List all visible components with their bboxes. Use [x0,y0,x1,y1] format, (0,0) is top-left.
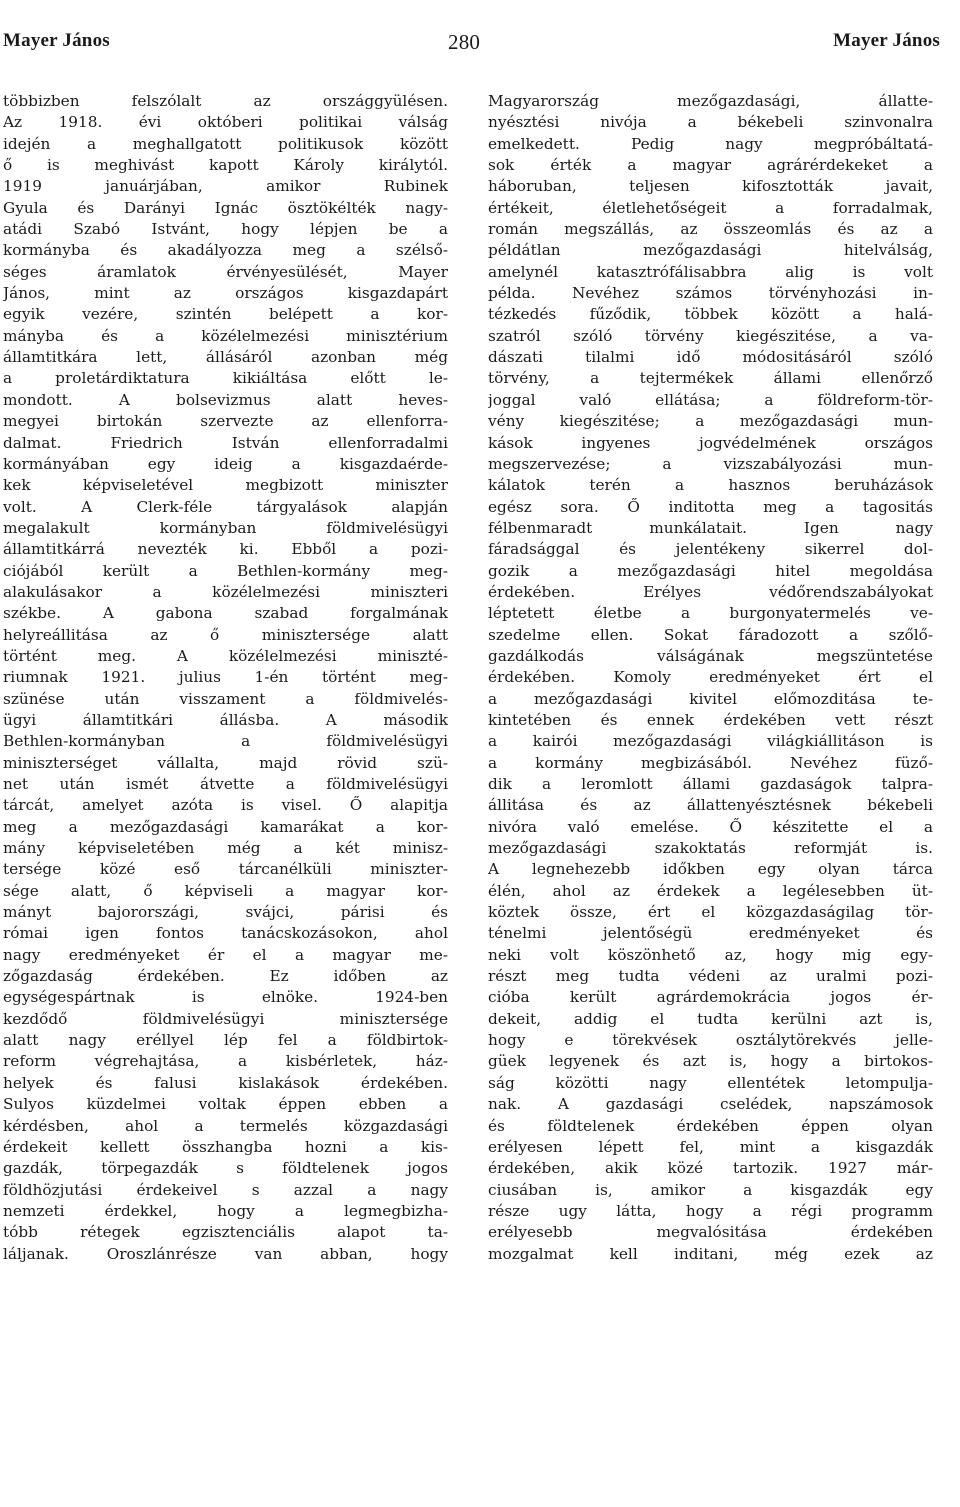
text-line: láljanak. Oroszlánrésze van abban, hogy [3,1244,448,1263]
text-line: félbenmaradt munkálatait. Igen nagy [488,518,933,537]
text-line: történt meg. A közélelmezési miniszté- [3,646,448,665]
text-line: a mezőgazdasági kivitel előmozditása te- [488,689,933,708]
text-line: a proletárdiktatura kikiáltása előtt le- [3,369,448,388]
text-line: dászati tilalmi idő módositásáról szóló [488,348,933,367]
text-line: atádi Szabó Istvánt, hogy lépjen be a [3,220,448,239]
text-line: meg a mezőgazdasági kamarákat a kor- [3,817,448,836]
text-line: részt meg tudta védeni az uralmi pozi- [488,967,933,986]
text-line: vény kiegészitése; a mezőgazdasági mun- [488,412,933,431]
text-line: Bethlen-kormányban a földmivelésügyi [3,732,448,751]
text-line: tóbb rétegek egzisztenciális alapot ta- [3,1223,448,1242]
text-line: miniszterséget vállalta, majd rövid szü- [3,753,448,772]
text-line: sok érték a magyar agrárérdekeket a [488,156,933,175]
text-line: példátlan mezőgazdasági hitelválság, [488,241,933,260]
text-line: net után ismét átvette a földmivelésügyi [3,775,448,793]
text-line: ciusában is, amikor a kisgazdák egy [488,1180,933,1199]
text-line: érdekében, akik közé tartozik. 1927 már- [488,1159,933,1178]
text-line: mányt bajorországi, svájci, párisi és [3,903,448,922]
text-line: kezdődő földmivelésügyi minisztersége [3,1009,448,1028]
text-line: helyek és falusi kislakások érdekében. [3,1073,448,1092]
text-line: élén, ahol az érdekek a legélesebben üt- [488,881,933,900]
text-line: köztek össze, ért el közgazdaságilag tör- [488,903,933,922]
text-line: hogy e törekvések osztálytörekvés jelle- [488,1031,933,1050]
text-line: dalmat. Friedrich István ellenforradalmi [3,433,448,452]
text-line: cióba került agrárdemokrácia jogos ér- [488,988,933,1007]
text-line: gazdák, törpegazdák s földtelenek jogos [3,1159,448,1178]
text-line: ügyi államtitkári állásba. A második [3,710,448,729]
text-line: ciójából került a Bethlen-kormány meg- [3,561,448,580]
text-line: megszervezése; a vizszabályozási mun- [488,454,933,473]
text-line: volt. A Clerk-féle tárgyalások alapján [3,497,448,516]
text-line: érdekében. Erélyes védőrendszabályokat [488,582,933,601]
text-line: erélyesebb megvalósitása érdekében [488,1223,933,1242]
text-line: reform végrehajtása, a kisbérletek, ház- [3,1052,448,1071]
text-line: Magyarország mezőgazdasági, állatte- [488,92,933,110]
text-line: János, mint az országos kisgazdapárt [3,284,448,303]
text-line: tézkedés fűződik, többek között a halá- [488,305,933,324]
text-line: Sulyos küzdelmei voltak éppen ebben a [3,1095,448,1114]
text-line: háboruban, teljesen kifosztották javait, [488,177,933,196]
text-line: szünése után visszament a földmivelés- [3,689,448,708]
text-line: idején a meghallgatott politikusok között [3,134,448,153]
text-line: kormányában egy ideig a kisgazdaérde- [3,454,448,473]
text-line: nak. A gazdasági cselédek, napszámosok [488,1095,933,1114]
text-line: riumnak 1921. julius 1-én történt meg- [3,668,448,687]
text-line: állitása és az állattenyésztésnek békebeli [488,796,933,815]
text-line: dekeit, addig el tudta kerülni azt is, [488,1009,933,1028]
text-line: amelynél katasztrófálisabbra alig is volt [488,262,933,281]
text-line: székbe. A gabona szabad forgalmának [3,604,448,623]
text-line: érdekében. Komoly eredményeket ért el [488,668,933,687]
text-line: alakulásakor a közélelmezési miniszteri [3,582,448,601]
page-number: 280 [448,30,481,54]
text-line: szatról szóló törvény kiegészitése, a va- [488,326,933,345]
text-line: része ugy látta, hogy a régi programm [488,1201,933,1220]
text-line: nemzeti érdekkel, hogy a legmegbizha- [3,1201,448,1220]
text-line: ténelmi jelentőségü eredményeket és [488,924,933,943]
text-line: dik a leromlott állami gazdaságok talpra- [488,775,933,793]
text-line: kintetében és ennek érdekében vett részt [488,710,933,729]
text-line: Az 1918. évi októberi politikai válság [3,113,448,132]
text-line: törvény, a tejtermékek állami ellenőrző [488,369,933,388]
text-line: kálatok terén a hasznos beruházások [488,476,933,495]
text-line: a kairói mezőgazdasági világkiállitáson is [488,732,933,751]
text-line: nyésztési nivója a békebeli szinvonalra [488,113,933,132]
text-line: kek képviseletével megbizott miniszter [3,476,448,495]
text-line: ság közötti nagy ellentétek letompulja- [488,1073,933,1092]
text-line: mányba és a közélelmezési minisztérium [3,326,448,345]
text-line: római igen fontos tanácskozásokon, ahol [3,924,448,943]
right-text-column [488,91,933,1265]
text-line: tárcát, amelyet azóta is visel. Ő alapitja [3,796,448,815]
text-line: egységespártnak is elnöke. 1924-ben [3,988,448,1007]
text-line: román megszállás, az összeomlás és az a [488,220,933,239]
text-line: példa. Nevéhez számos törvényhozási in- [488,284,933,303]
text-line: nivóra való emelése. Ő készitette el a [488,817,933,836]
text-line: mozgalmat kell inditani, még ezek az [488,1244,933,1263]
text-line: a kormány megbizásából. Nevéhez füző- [488,753,933,772]
text-line: kérdésben, ahol a termelés közgazdasági [3,1116,448,1135]
text-line: helyreállitása az ő minisztersége alatt [3,625,448,644]
text-line: érdekeit kellett összhangba hozni a kis- [3,1137,448,1156]
text-line: séges áramlatok érvényesülését, Mayer [3,262,448,281]
text-line: értékeit, életlehetőségeit a forradalmak, [488,198,933,217]
text-line: szedelme ellen. Sokat fáradozott a szőlő- [488,625,933,644]
text-line: egyik vezére, szintén belépett a kor- [3,305,448,324]
text-line: joggal való ellátása; a földreform-tör- [488,390,933,409]
text-line: mondott. A bolsevizmus alatt heves- [3,390,448,409]
running-head-right: Mayer János [833,30,940,51]
text-line: fáradsággal és jelentékeny sikerrel dol- [488,540,933,559]
text-line: léptetett életbe a burgonyatermelés ve- [488,604,933,623]
text-line: egész sora. Ő inditotta meg a tagositás [488,497,933,516]
text-line: ő is meghivást kapott Károly királytól. [3,156,448,175]
text-line: sége alatt, ő képviseli a magyar kor- [3,881,448,900]
text-line: és földtelenek érdekében éppen olyan [488,1116,933,1135]
running-head-left: Mayer János [3,30,110,51]
text-line: nagy eredményeket ér el a magyar me- [3,945,448,964]
text-line: földhözjutási érdekeivel s azzal a nagy [3,1180,448,1199]
text-line: neki volt köszönhető az, hogy mig egy- [488,945,933,964]
text-line: államtitkára lett, állásáról azonban még [3,348,448,367]
text-line: 1919 januárjában, amikor Rubinek [3,177,448,196]
text-line: gozik a mezőgazdasági hitel megoldása [488,561,933,580]
left-text-column [3,91,448,1265]
text-line: kások ingyenes jogvédelmének országos [488,433,933,452]
text-line: megalakult kormányban földmivelésügyi [3,518,448,537]
text-line: mány képviseletében még a két minisz- [3,839,448,858]
text-line: güek legyenek és azt is, hogy a birtokos- [488,1052,933,1071]
text-line: mezőgazdasági szakoktatás reformját is. [488,839,933,858]
text-line: kormányba és akadályozza meg a szélső- [3,241,448,260]
text-line: többizben felszólalt az országgyülésen. [3,92,448,110]
text-line: gazdálkodás válságának megszüntetése [488,646,933,665]
text-line: Gyula és Darányi Ignác ösztökélték nagy- [3,198,448,217]
text-line: tersége közé eső tárcanélküli miniszter- [3,860,448,879]
text-line: államtitkárrá nevezték ki. Ebből a pozi- [3,540,448,559]
text-line: alatt nagy eréllyel lép fel a földbirtok- [3,1031,448,1050]
text-line: zőgazdaság érdekében. Ez időben az [3,967,448,986]
text-line: megyei birtokán szervezte az ellenforra- [3,412,448,431]
text-line: erélyesen lépett fel, mint a kisgazdák [488,1137,933,1156]
text-line: A legnehezebb időkben egy olyan tárca [488,860,933,879]
text-line: emelkedett. Pedig nagy megpróbáltatá- [488,134,933,153]
page-header [0,30,960,64]
